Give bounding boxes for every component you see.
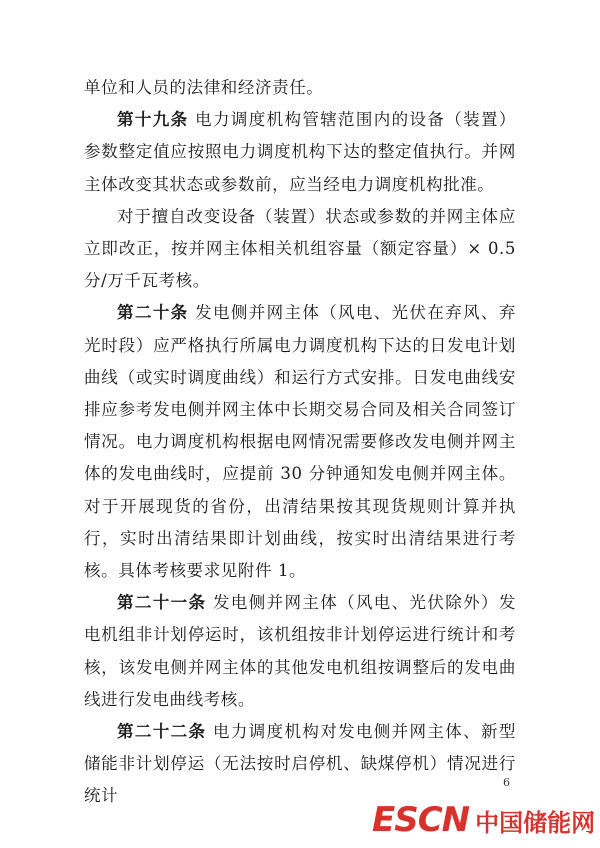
article-heading: 第二十二条 [117,722,207,742]
paragraph-text: 发电侧并网主体（风电、光伏除外）发电机组非计划停运时，该机组按非计划停运进行统计和考核，该发电侧并网主体的其他发电机组按调整后的发电曲线进行发电曲线考核。 [84,593,517,709]
watermark-latin: ESCN [372,800,470,840]
paragraph-text: 对于擅自改变设备（装置）状态或参数的并网主体应立即改正，按并网主体相关机组容量（额定容量）× 0.5 分/万千瓦考核。 [84,206,516,291]
paragraph-text: 单位和人员的法律和经济责任。 [84,78,324,97]
paragraph-1 [84,72,516,104]
paragraph-3 [84,201,516,298]
paragraph-text: 发电侧并网主体（风电、光伏在弃风、弃光时段）应严格执行所属电力调度机构下达的日发电计划曲线（或实时调度曲线）和运行方式安排。日发电曲线安排应参考发电侧并网主体中长期交易合同及相关合同签订情况。电力调度机构根据电网情况需要修改发电侧并网主体的发电曲线时，应提前 30 分钟通知发电侧并网主体。对于开展现货的省份，出清结果按其现货规则计算并执行，实时出清结果即计划曲线，按实时出清结果进行考核。具体考核要求见附件 1。 [84,303,516,581]
paragraph-text: 电力调度机构对发电侧并网主体、新型储能非计划停运（无法按时启停机、缺煤停机）情况进行统计 [84,722,517,806]
article-heading: 第二十条 [117,303,189,323]
escn-watermark-logo [372,800,595,840]
watermark-chinese: 中国储能网 [475,808,596,837]
paragraph-text: 电力调度机构管辖范围内的设备（装置）参数整定值应按照电力调度机构下达的整定值执行。并网主体改变其状态或参数前，应当经电力调度机构批准。 [84,110,516,194]
article-21 [84,587,516,716]
article-19 [84,104,516,201]
article-22 [84,716,516,813]
article-heading: 第十九条 [117,110,189,130]
document-body [84,72,516,813]
article-20 [84,297,516,587]
article-heading: 第二十一条 [117,593,207,613]
page-number: 6 [503,776,510,789]
